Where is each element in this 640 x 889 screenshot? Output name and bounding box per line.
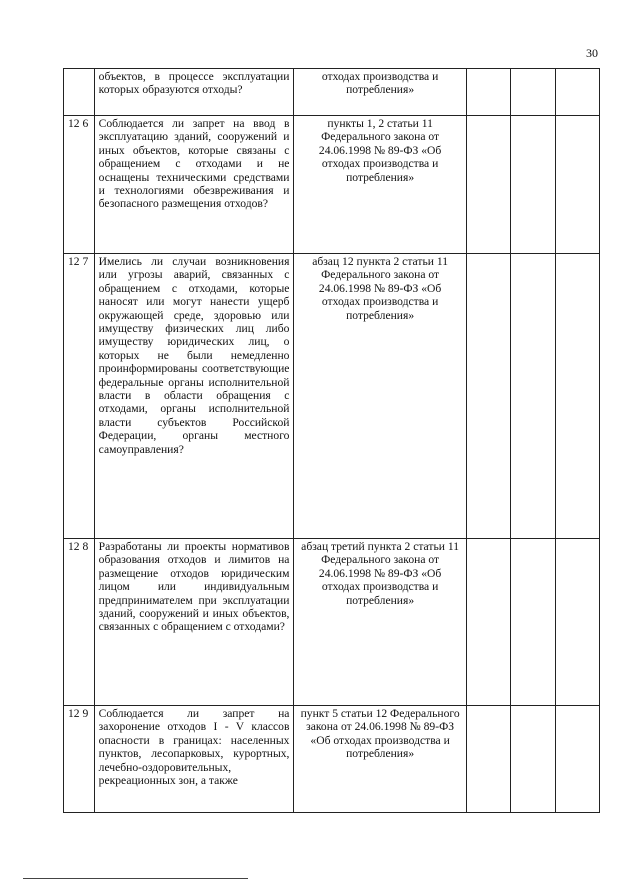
table-row [64, 254, 600, 539]
answer-cell-yes[interactable] [466, 69, 510, 116]
legal-reference: абзац 12 пункта 2 статьи 11 Федерального закона от 24.06.1998 № 89-ФЗ «Об отходах производства и потребления» [294, 254, 466, 539]
table-row [64, 116, 600, 254]
answer-cell-no[interactable] [511, 706, 555, 813]
answer-cell-yes[interactable] [466, 706, 510, 813]
row-number: 12 7 [64, 254, 95, 539]
requirement-question: Имелись ли случаи возникновения или угрозы аварий, связанных с обращением с отходами, которые наносят или могут нанести ущерб окружающей среде, здоровью или имуществу физических лиц либо имуществу юридических лиц, о которых не были немедленно проинформированы соответствующие федеральные органы исполнительной власти в области обращения с отходами, органы исполнительной власти субъектов Российской Федерации, органы местного самоуправления? [94, 254, 294, 539]
requirement-question: Соблюдается ли запрет на захоронение отходов I - V классов опасности в границах: населенных пунктов, лесопарковых, курортных, лечебно-оздоровительных, рекреационных зон, а также [94, 706, 294, 813]
row-number: 12 8 [64, 539, 95, 706]
requirement-question: объектов, в процессе эксплуатации которых образуются отходы? [94, 69, 294, 116]
table-row [64, 539, 600, 706]
legal-reference: отходах производства и потребления» [294, 69, 466, 116]
answer-cell-na[interactable] [555, 254, 599, 539]
answer-cell-na[interactable] [555, 706, 599, 813]
checklist-table [63, 68, 600, 813]
answer-cell-yes[interactable] [466, 539, 510, 706]
legal-reference: пункт 5 статьи 12 Федерального закона от 24.06.1998 № 89-ФЗ «Об отходах производства и потребления» [294, 706, 466, 813]
answer-cell-na[interactable] [555, 69, 599, 116]
legal-reference: абзац третий пункта 2 статьи 11 Федерального закона от 24.06.1998 № 89-ФЗ «Об отходах производства и потребления» [294, 539, 466, 706]
page-number: 30 [586, 46, 598, 60]
answer-cell-yes[interactable] [466, 116, 510, 254]
answer-cell-yes[interactable] [466, 254, 510, 539]
row-number: 12 9 [64, 706, 95, 813]
row-number [64, 69, 95, 116]
answer-cell-no[interactable] [511, 539, 555, 706]
answer-cell-no[interactable] [511, 69, 555, 116]
legal-reference: пункты 1, 2 статьи 11 Федерального закона от 24.06.1998 № 89-ФЗ «Об отходах производства и потребления» [294, 116, 466, 254]
answer-cell-na[interactable] [555, 539, 599, 706]
answer-cell-no[interactable] [511, 254, 555, 539]
table-row [64, 69, 600, 116]
footnote-divider [23, 878, 248, 879]
requirement-question: Соблюдается ли запрет на ввод в эксплуатацию зданий, сооружений и иных объектов, которые связаны с обращением с отходами и не оснащены техническими средствами и технологиями обезвреживания и безопасного размещения отходов? [94, 116, 294, 254]
row-number: 12 6 [64, 116, 95, 254]
table-row [64, 706, 600, 813]
answer-cell-na[interactable] [555, 116, 599, 254]
answer-cell-no[interactable] [511, 116, 555, 254]
requirement-question: Разработаны ли проекты нормативов образования отходов и лимитов на размещение отходов юридическим лицом или индивидуальным предпринимателем при эксплуатации зданий, сооружений и иных объектов, связанных с обращением с отходами? [94, 539, 294, 706]
